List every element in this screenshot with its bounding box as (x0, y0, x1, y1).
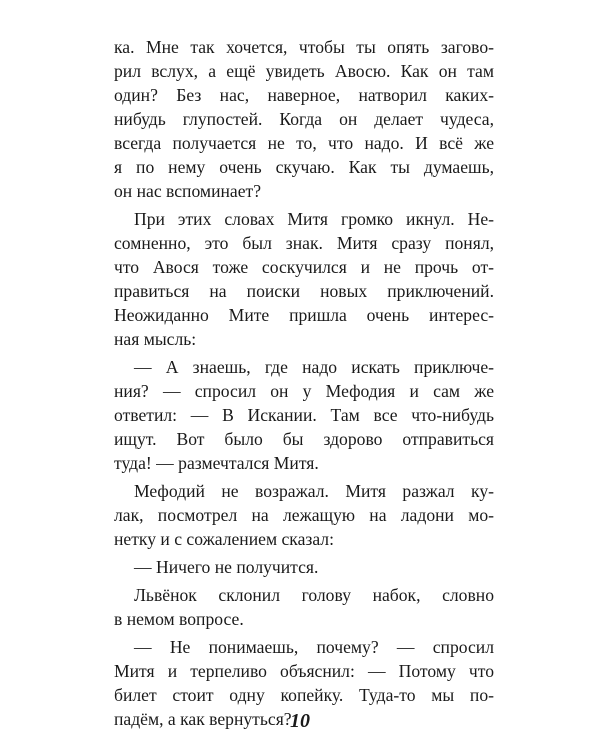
text-line: нибудь глупостей. Когда он делает чудеса, (114, 109, 494, 129)
text-line: что Авося тоже соскучился и не прочь от- (114, 257, 494, 277)
text-line: один? Без нас, наверное, натворил каких- (114, 85, 494, 105)
text-line: рил вслух, а ещё увидеть Авосю. Как он там (114, 61, 494, 81)
text-line: Львёнок склонил голову набок, словно (134, 585, 494, 605)
text-line: ния? — спросил он у Мефодия и сам же (114, 381, 494, 401)
text-line: Митя и терпеливо объяснил: — Потому что (114, 661, 494, 681)
text-line: — Ничего не получится. (134, 557, 319, 577)
text-line: он нас вспоминает? (114, 181, 262, 201)
text-line: При этих словах Митя громко икнул. Не- (134, 209, 494, 229)
text-line: лак, посмотрел на лежащую на ладони мо- (114, 505, 494, 525)
text-line: нетку и с сожалением сказал: (114, 529, 334, 549)
text-line: всегда получается не то, что надо. И всё же (114, 133, 494, 153)
text-line: ответил: — В Искании. Там все что-нибудь (114, 405, 494, 425)
text-line: билет стоит одну копейку. Туда-то мы по- (114, 685, 494, 705)
text-line: туда! — размечтался Митя. (114, 453, 319, 473)
text-line: ная мысль: (114, 329, 197, 349)
text-line: сомненно, это был знак. Митя сразу понял, (114, 233, 494, 253)
text-line: в немом вопросе. (114, 609, 244, 629)
text-line: падём, а как вернуться? (114, 709, 292, 729)
text-line: — Не понимаешь, почему? — спросил (134, 637, 494, 657)
text-line: — А знаешь, где надо искать приключе- (134, 357, 494, 377)
text-line: Неожиданно Мите пришла очень интерес- (114, 305, 494, 325)
text-line: правиться на поиски новых приключений. (114, 281, 494, 301)
text-line: я по нему очень скучаю. Как ты думаешь, (114, 157, 494, 177)
text-line: ка. Мне так хочется, чтобы ты опять загово- (114, 37, 494, 57)
page-number: 10 (290, 710, 310, 732)
text-line: ищут. Вот было бы здорово отправиться (114, 429, 494, 449)
text-line: Мефодий не возражал. Митя разжал ку- (134, 481, 494, 501)
